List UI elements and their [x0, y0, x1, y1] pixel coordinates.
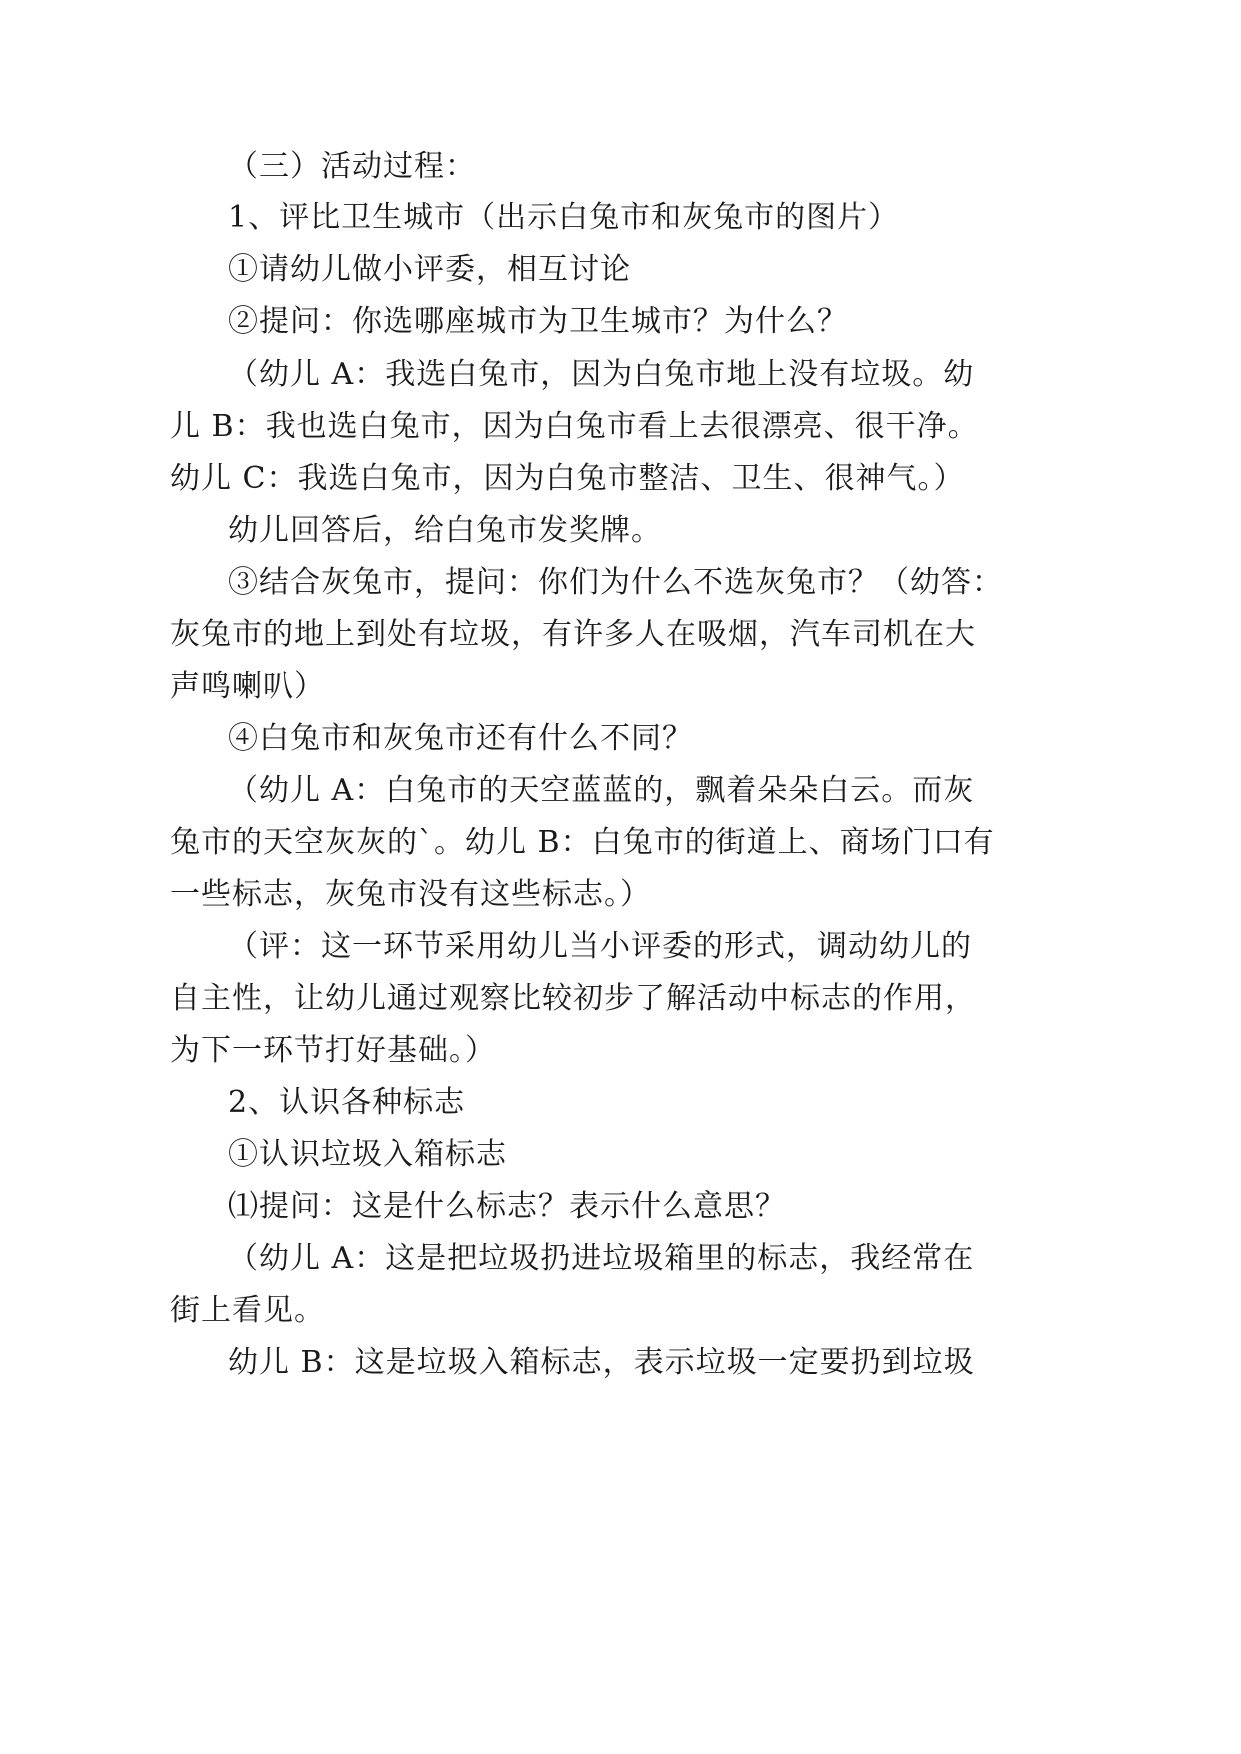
body-line: ②提问：你选哪座城市为卫生城市？为什么？ [228, 304, 848, 339]
body-line: 自主性，让幼儿通过观察比较初步了解活动中标志的作用， [170, 981, 976, 1016]
body-line: （评：这一环节采用幼儿当小评委的形式，调动幼儿的 [228, 929, 972, 964]
body-line: 为下一环节打好基础。） [170, 1033, 496, 1068]
step-heading: 1、评比卫生城市（出示白兔市和灰兔市的图片） [228, 200, 900, 235]
body-line: 灰兔市的地上到处有垃圾，有许多人在吸烟，汽车司机在大 [170, 617, 976, 652]
body-line: 幼儿 C：我选白兔市，因为白兔市整洁、卫生、很神气。） [170, 461, 965, 496]
body-line: 街上看见。 [170, 1293, 325, 1328]
body-line: （幼儿 A：我选白兔市，因为白兔市地上没有垃圾。幼 [228, 357, 975, 392]
body-line: 声鸣喇叭） [170, 669, 325, 704]
body-line: 兔市的天空灰灰的`。幼儿 B：白兔市的街道上、商场门口有 [170, 825, 995, 860]
body-line: 幼儿 B：这是垃圾入箱标志，表示垃圾一定要扔到垃圾 [228, 1345, 975, 1380]
body-line: （幼儿 A：这是把垃圾扔进垃圾箱里的标志，我经常在 [228, 1241, 975, 1276]
body-line: ③结合灰兔市，提问：你们为什么不选灰兔市？（幼答： [228, 565, 1003, 600]
body-line: 一些标志，灰兔市没有这些标志。） [170, 877, 651, 912]
body-line: ⑴提问：这是什么标志？表示什么意思？ [228, 1189, 786, 1224]
body-line: 幼儿回答后，给白兔市发奖牌。 [228, 513, 662, 548]
body-line: 儿 B：我也选白兔市，因为白兔市看上去很漂亮、很干净。 [170, 409, 979, 444]
body-line: ①认识垃圾入箱标志 [228, 1137, 507, 1172]
section-heading: （三）活动过程： [228, 149, 476, 184]
body-line: ①请幼儿做小评委，相互讨论 [228, 252, 631, 287]
step-heading: 2、认识各种标志 [228, 1085, 466, 1120]
body-line: （幼儿 A：白兔市的天空蓝蓝的，飘着朵朵白云。而灰 [228, 773, 975, 808]
body-line: ④白兔市和灰兔市还有什么不同？ [228, 721, 693, 756]
